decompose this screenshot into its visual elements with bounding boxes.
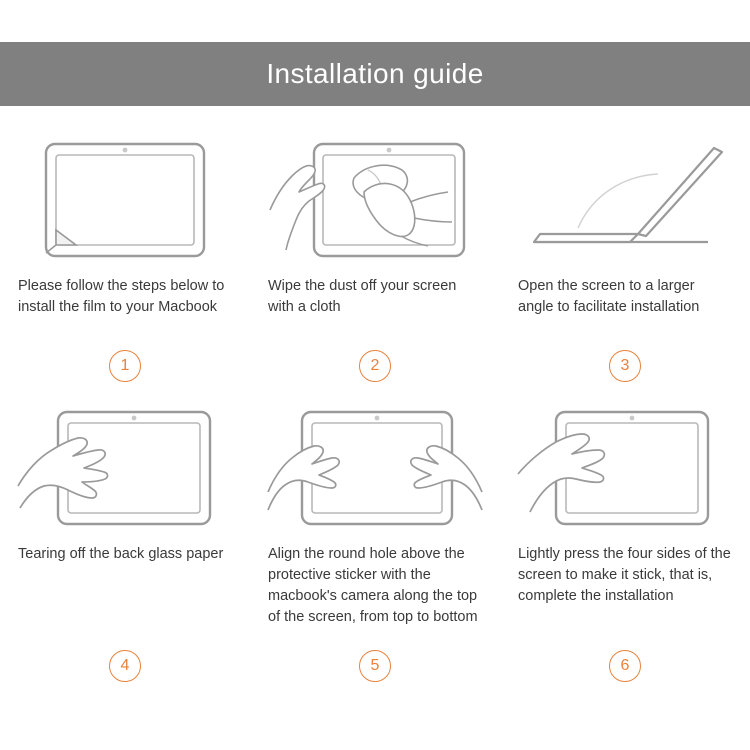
step-caption: Please follow the steps below to install the film to your Macbook xyxy=(18,278,225,315)
step-number-badge: 1 xyxy=(109,350,141,382)
hands-wiping-screen-with-cloth-icon xyxy=(268,140,482,260)
step-card-3 xyxy=(500,128,750,396)
step-number-badge: 2 xyxy=(359,350,391,382)
step-caption: Open the screen to a larger angle to facilitate installation xyxy=(518,278,700,315)
step-card-2 xyxy=(250,128,500,396)
step-number-badge: 5 xyxy=(359,650,391,682)
step-caption: Wipe the dust off your screen with a cloth xyxy=(268,278,457,315)
tablet-with-peeling-film-icon xyxy=(18,140,232,260)
step-number-badge: 6 xyxy=(609,650,641,682)
page-title: Installation guide xyxy=(266,58,484,89)
step-caption: Tearing off the back glass paper xyxy=(18,546,224,562)
open-laptop-side-view-icon xyxy=(518,140,732,260)
page-header xyxy=(0,42,750,106)
two-hands-aligning-film-icon xyxy=(268,408,482,528)
step-caption: Align the round hole above the protective sticker with the macbook's camera along the top of the screen, from top to bottom xyxy=(268,546,478,625)
steps-row-2 xyxy=(0,396,750,696)
step-card-5 xyxy=(250,396,500,696)
hand-pressing-screen-edges-icon xyxy=(518,408,732,528)
step-caption: Lightly press the four sides of the screen to make it stick, that is, complete the installation xyxy=(518,546,731,604)
hand-tearing-back-paper-icon xyxy=(18,408,232,528)
step-number-badge: 4 xyxy=(109,650,141,682)
step-card-1 xyxy=(0,128,250,396)
steps-row-1 xyxy=(0,128,750,396)
step-card-6 xyxy=(500,396,750,696)
steps-grid xyxy=(0,128,750,696)
step-card-4 xyxy=(0,396,250,696)
step-number-badge: 3 xyxy=(609,350,641,382)
